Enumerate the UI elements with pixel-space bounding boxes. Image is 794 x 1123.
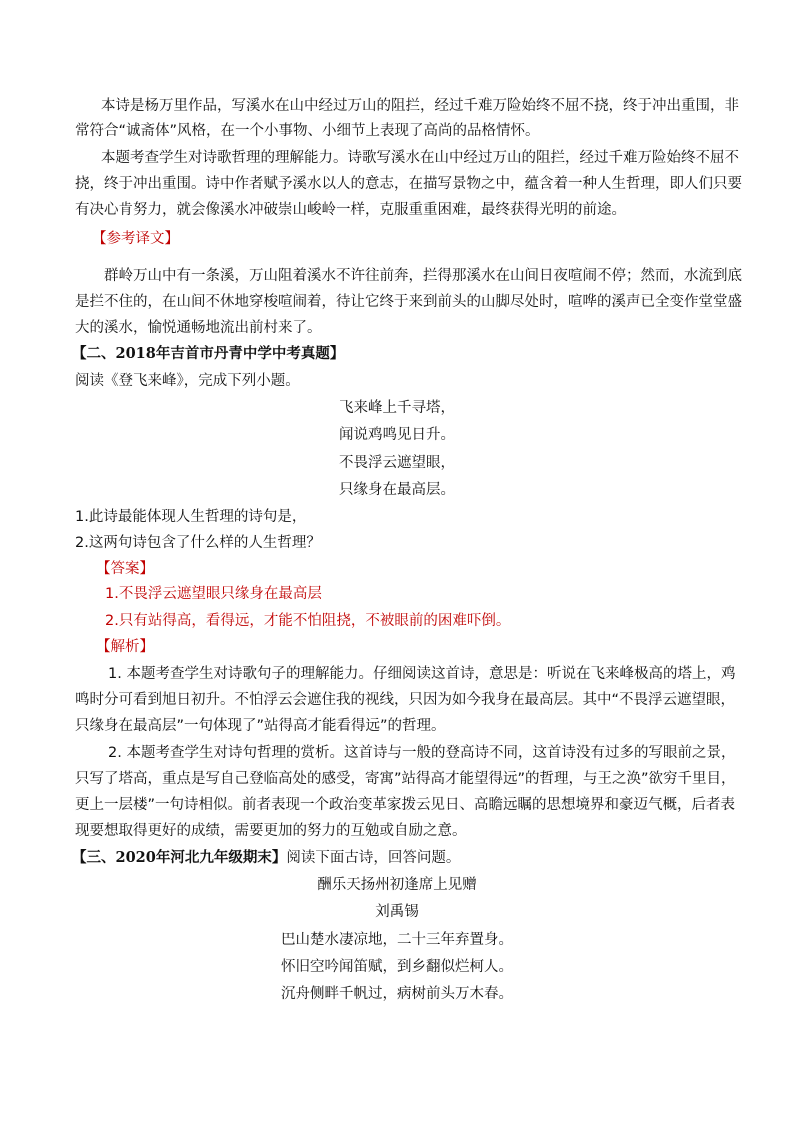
answer-2: 2.只有站得高，看得远，才能不怕阻挠，不被眼前的困难吓倒。 [105,613,511,629]
answer-1: 1.不畏浮云遮望眼只缘身在最高层 [105,586,322,602]
translation-line-2: 是拦不住的，在山间不休地穿梭喧闹着，待让它终于来到前头的山脚尽处时，喧哗的溪声已全变作堂堂盛 [75,294,742,310]
poem1-line-4: 只缘身在最高层。 [339,482,455,498]
answer-label: 【答案】 [96,561,154,577]
para1-line-2: 常符合“诚斋体”风格，在一个小事物、小细节上表现了高尚的品格情怀。 [75,123,540,139]
section2-instruction: 阅读《登飞来峰》，完成下列小题。 [75,373,300,389]
analysis2-line-1: 2. 本题考查学生对诗句哲理的赏析。这首诗与一般的登高诗不同，这首诗没有过多的写眼前之景， [108,745,736,761]
poem2-line-3: 沉舟侧畔千帆过，病树前头万木春。 [281,986,513,1002]
para2-line-2: 挠，终于冲出重围。诗中作者赋予溪水以人的意志，在描写景物之中，蕴含着一种人生哲理，即人们只要 [75,176,742,192]
analysis1-line-2: 鸣时分可看到旭日初升。不怕浮云会遮住我的视线，只因为如今我身在最高层。其中“不畏浮云遮望眼， [75,692,736,708]
section3-instruction: 阅读下面古诗，回答问题。 [286,850,461,866]
poem1-line-2: 闻说鸡鸣见日升。 [339,427,455,443]
poem1-line-3: 不畏浮云遮望眼， [339,455,455,471]
poem2-author: 刘禹锡 [375,904,419,920]
section3-title: 【三、2020年河北九年级期末】 [72,849,287,866]
analysis1-line-3: 只缘身在最高层”一句体现了”站得高才能看得远”的哲理。 [75,718,446,734]
analysis2-line-4: 现要想取得更好的成绩，需要更加的努力的互勉或自励之意。 [75,823,467,839]
para2-line-1: 本题考查学生对诗歌哲理的理解能力。诗歌写溪水在山中经过万山的阻拦，经过千难万险始终不屈不 [101,150,739,166]
analysis1-line-1: 1. 本题考查学生对诗歌句子的理解能力。仔细阅读这首诗，意思是：听说在飞来峰极高的塔上，鸡 [108,666,736,682]
section2-title: 【二、2018年吉首市丹青中学中考真题】 [72,345,345,362]
reference-translation-label: 【参考译文】 [92,231,179,247]
poem1-line-1: 飞来峰上千寻塔， [339,400,455,416]
poem2-line-2: 怀旧空吟闻笛赋，到乡翻似烂柯人。 [281,959,513,975]
section3-heading [72,848,722,868]
para1-line-1: 本诗是杨万里作品，写溪水在山中经过万山的阻拦，经过千难万险始终不屈不挠，终于冲出重围，非 [101,98,739,114]
question-2: 2.这两句诗包含了什么样的人生哲理？ [75,535,321,551]
translation-line-1: 群岭万山中有一条溪，万山阻着溪水不许往前奔，拦得那溪水在山间日夜喧闹不停；然而，水流到底 [104,268,742,284]
analysis-label: 【解析】 [96,639,154,655]
poem2-title: 酬乐天扬州初逢席上见赠 [317,877,477,893]
poem2-line-1: 巴山楚水凄凉地，二十三年弃置身。 [281,932,513,948]
analysis2-line-3: 更上一层楼”一句诗相似。前者表现一个政治变革家拨云见日、高瞻远瞩的思想境界和豪迈气概，后者表 [75,797,736,813]
analysis2-line-2: 只写了塔高，重点是写自己登临高处的感受，寄寓”站得高才能望得远”的哲理，与王之涣”欲穷千里目， [75,771,736,787]
para2-line-3: 有决心肯努力，就会像溪水冲破崇山峻岭一样，克服重重困难，最终获得光明的前途。 [75,202,626,218]
question-1: 1.此诗最能体现人生哲理的诗句是， [75,509,307,525]
translation-line-3: 大的溪水，愉悦通畅地流出前村来了。 [75,320,322,336]
